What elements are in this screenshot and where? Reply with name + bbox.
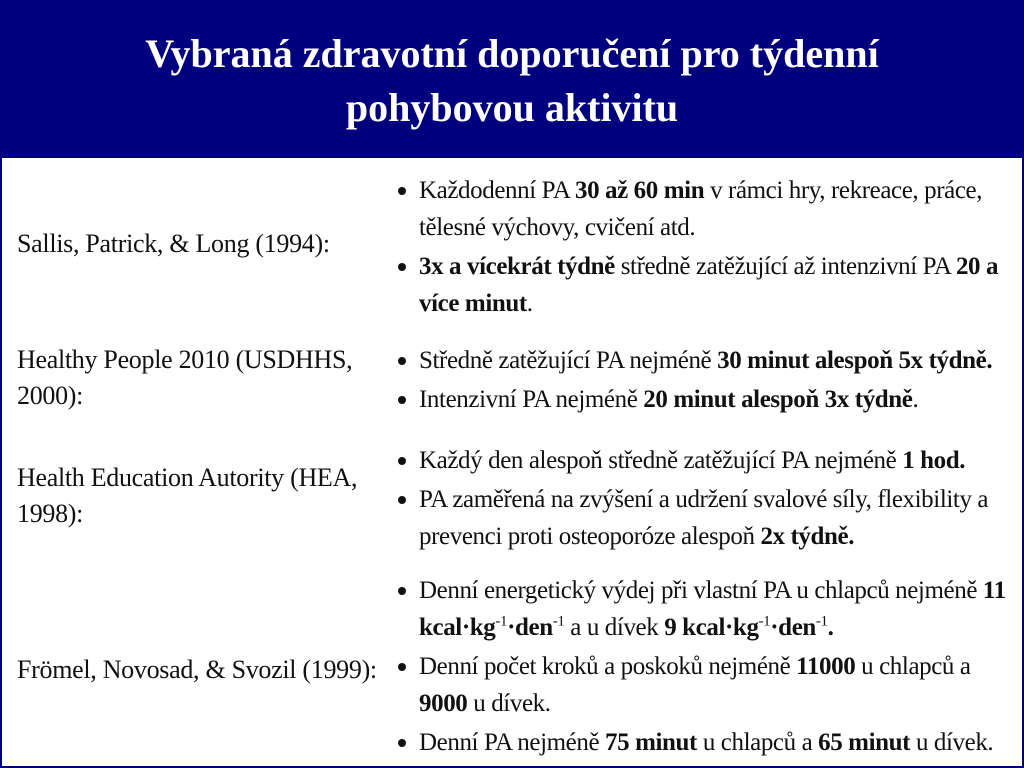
item-text: středně zatěžující až intenzivní PA <box>614 253 956 280</box>
item-text: PA zaměřená na zvýšení a udržení svalové síly, flexibility a prevenci proti osteoporóze alespoň <box>419 486 989 550</box>
item-text: u dívek. <box>467 690 551 717</box>
item-text: . <box>526 290 533 317</box>
item-text: v rámci hry, rekreace, práce, tělesné výchovy, cvičení atd. <box>419 177 983 241</box>
recommendation-list <box>395 442 1015 557</box>
title-bar <box>0 0 1024 158</box>
bullet-icon <box>398 496 406 504</box>
item-text: a u dívek <box>564 614 665 641</box>
item-bold-text: 65 minut <box>818 729 911 756</box>
recommendation-list <box>395 342 1015 420</box>
item-superscript: -1 <box>552 613 565 630</box>
bullet-icon <box>398 396 406 404</box>
slide-title-line-1: Vybraná zdravotní doporučení pro týdenní <box>145 31 879 76</box>
item-bold-text: ·den <box>507 614 553 641</box>
item-text: u chlapců a <box>696 729 819 756</box>
bullet-icon <box>398 187 406 195</box>
item-bold-text: 30 až 60 min <box>574 177 705 204</box>
list-item <box>395 248 1015 322</box>
item-superscript: -1 <box>815 613 828 630</box>
bullet-icon <box>398 457 406 465</box>
item-text: Každý den alespoň středně zatěžující PA nejméně <box>419 447 903 474</box>
item-bold-text: ·den <box>770 614 816 641</box>
source-label: Health Education Autority (HEA, 1998): <box>17 463 358 528</box>
item-bold-text: 11000 <box>796 653 856 680</box>
list-item <box>395 481 1015 555</box>
recommendation-list <box>395 572 1015 763</box>
item-bold-text: 3x a vícekrát týdně <box>419 253 615 280</box>
list-item <box>395 381 1015 418</box>
item-bold-text: 20 minut alespoň 3x týdně <box>643 386 913 413</box>
source-label: Sallis, Patrick, & Long (1994): <box>17 229 330 258</box>
item-bold-text: 9000 <box>419 690 468 717</box>
list-item <box>395 172 1015 246</box>
source-label: Healthy People 2010 (USDHHS, 2000): <box>17 345 353 410</box>
item-bold-text: 9 kcal·kg <box>664 614 759 641</box>
slide-title <box>145 23 878 135</box>
bullet-icon <box>398 739 406 747</box>
list-item <box>395 572 1015 646</box>
item-bold-text: 30 minut alespoň 5x týdně. <box>717 347 993 374</box>
item-text: Denní PA nejméně <box>419 729 606 756</box>
list-item <box>395 648 1015 722</box>
item-superscript: -1 <box>495 613 508 630</box>
item-text: Denní energetický výdej při vlastní PA u chlapců nejméně <box>419 577 983 604</box>
item-bold-text: 1 hod. <box>902 447 966 474</box>
item-superscript: -1 <box>758 613 771 630</box>
slide-title-line-2: pohybovou aktivitu <box>345 85 679 130</box>
item-text: u chlapců a <box>855 653 971 680</box>
source-label: Frömel, Novosad, & Svozil (1999): <box>17 655 377 684</box>
item-text: u dívek. <box>910 729 994 756</box>
item-text: Středně zatěžující PA nejméně <box>419 347 718 374</box>
item-bold-text: 11 kcal·kg <box>419 577 1006 641</box>
item-text: Každodenní PA <box>419 177 575 204</box>
list-item <box>395 442 1015 479</box>
bullet-icon <box>398 357 406 365</box>
bullet-icon <box>398 263 406 271</box>
item-bold-text: . <box>827 614 834 641</box>
item-bold-text: 75 minut <box>605 729 697 756</box>
list-item <box>395 342 1015 379</box>
bullet-icon <box>398 587 406 595</box>
item-text: . <box>912 386 919 413</box>
item-text: Intenzivní PA nejméně <box>419 386 644 413</box>
item-text: Denní počet kroků a poskoků nejméně <box>419 653 797 680</box>
content-panel <box>2 158 1022 766</box>
list-item <box>395 724 1015 761</box>
bullet-icon <box>398 663 406 671</box>
item-bold-text: 20 a více minut <box>419 253 999 317</box>
item-bold-text: 2x týdně. <box>760 523 855 550</box>
recommendation-list <box>395 172 1015 324</box>
